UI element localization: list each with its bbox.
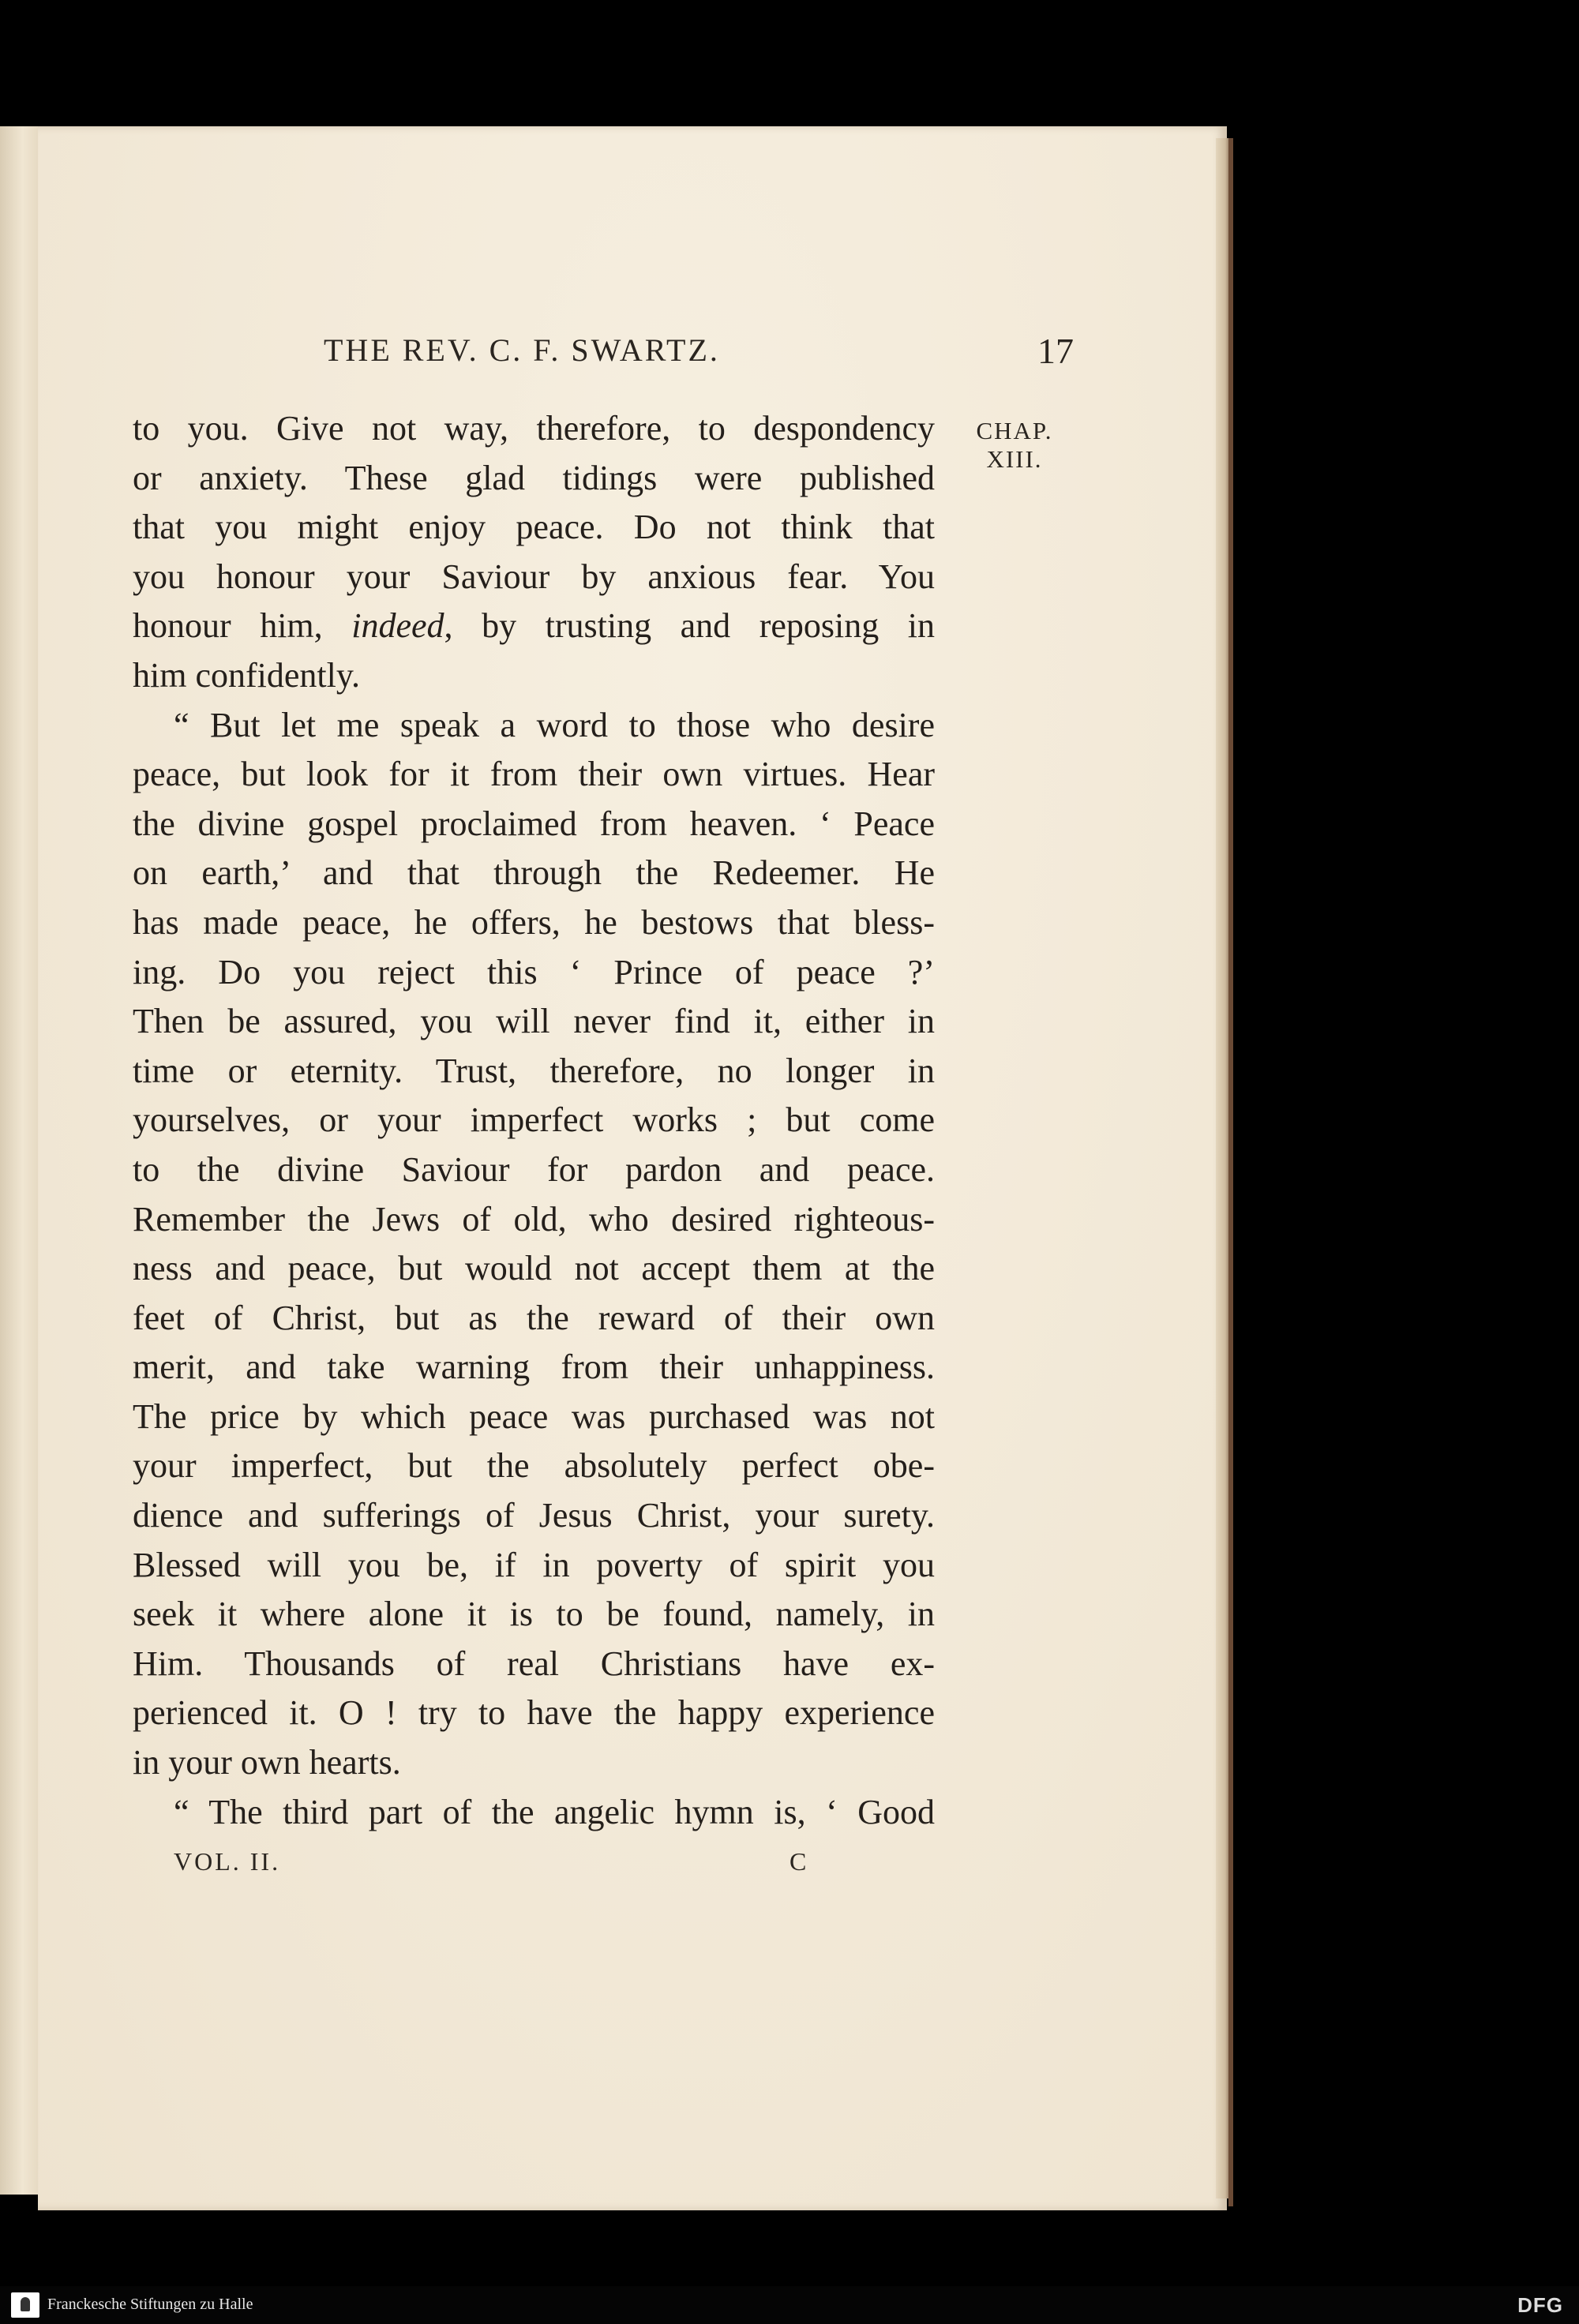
text-line: your imperfect, but the absolutely perfect obe- [133,1446,935,1486]
gathering-mark: C [790,1847,809,1876]
text-line: peace, but look for it from their own virtues. Hear [133,755,935,794]
text-line: has made peace, he offers, he bestows that bless- [133,902,935,942]
text-line: time or eternity. Trust, therefore, no longer in [133,1051,935,1090]
page-number: 17 [1037,331,1074,371]
text-line: The price by which peace was purchased was not [133,1396,935,1436]
text-line: feet of Christ, but as the reward of their own [133,1298,935,1337]
chapter-marker [963,417,1066,474]
viewer-footer [0,2286,1579,2324]
text-line: “ The third part of the angelic hymn is, ‘ Good [174,1792,935,1831]
volume-signature: VOL. II. [174,1847,281,1876]
text-line: yourselves, or your imperfect works ; but come [133,1100,935,1140]
text-fragment: , by trusting and reposing in [444,606,936,646]
text-line: to you. Give not way, therefore, to despondency [133,409,935,448]
text-line: ness and peace, but would not accept them at the [133,1249,935,1288]
dfg-logo: DFG [1517,2293,1563,2317]
text-line: merit, and take warning from their unhappiness. [133,1348,935,1387]
running-head: THE REV. C. F. SWARTZ. [324,332,720,368]
left-page-edge [0,126,38,2195]
text-line: dience and sufferings of Jesus Christ, your surety. [133,1496,935,1535]
chapter-marker-number: XIII. [986,445,1043,473]
text-line: you honour your Saviour by anxious fear. You [133,557,935,596]
body-text [133,404,935,1837]
institution-logo-icon [11,2292,39,2318]
institution-label: Franckesche Stiftungen zu Halle [47,2296,253,2313]
text-line: or anxiety. These glad tidings were published [133,458,935,497]
text-line: him confidently. [133,655,360,695]
text-line: that you might enjoy peace. Do not think that [133,508,935,547]
text-line: Remember the Jews of old, who desired righteous- [133,1199,935,1239]
text-line: the divine gospel proclaimed from heaven. ‘ Peace [133,804,935,843]
text-line: Him. Thousands of real Christians have ex- [133,1644,935,1683]
text-line: on earth,’ and that through the Redeemer. He [133,853,935,893]
text-line: Blessed will you be, if in poverty of spirit you [133,1545,935,1584]
book-cover-edge [1228,138,1233,2206]
text-line: perienced it. O ! try to have the happy experience [133,1693,935,1733]
text-line: seek it where alone it is to be found, namely, in [133,1595,935,1634]
chapter-marker-label: CHAP. [976,417,1053,444]
text-fragment: honour him, [133,606,352,646]
text-line: “ But let me speak a word to those who desire [174,705,935,744]
text-line [133,602,935,651]
text-line: to the divine Saviour for pardon and peace. [133,1149,935,1189]
text-line: Then be assured, you will never find it, either in [133,1002,935,1041]
emphasis-indeed: indeed [351,606,444,646]
text-line: ing. Do you reject this ‘ Prince of peace ?’ [133,952,935,991]
text-line: in your own hearts. [133,1743,401,1782]
